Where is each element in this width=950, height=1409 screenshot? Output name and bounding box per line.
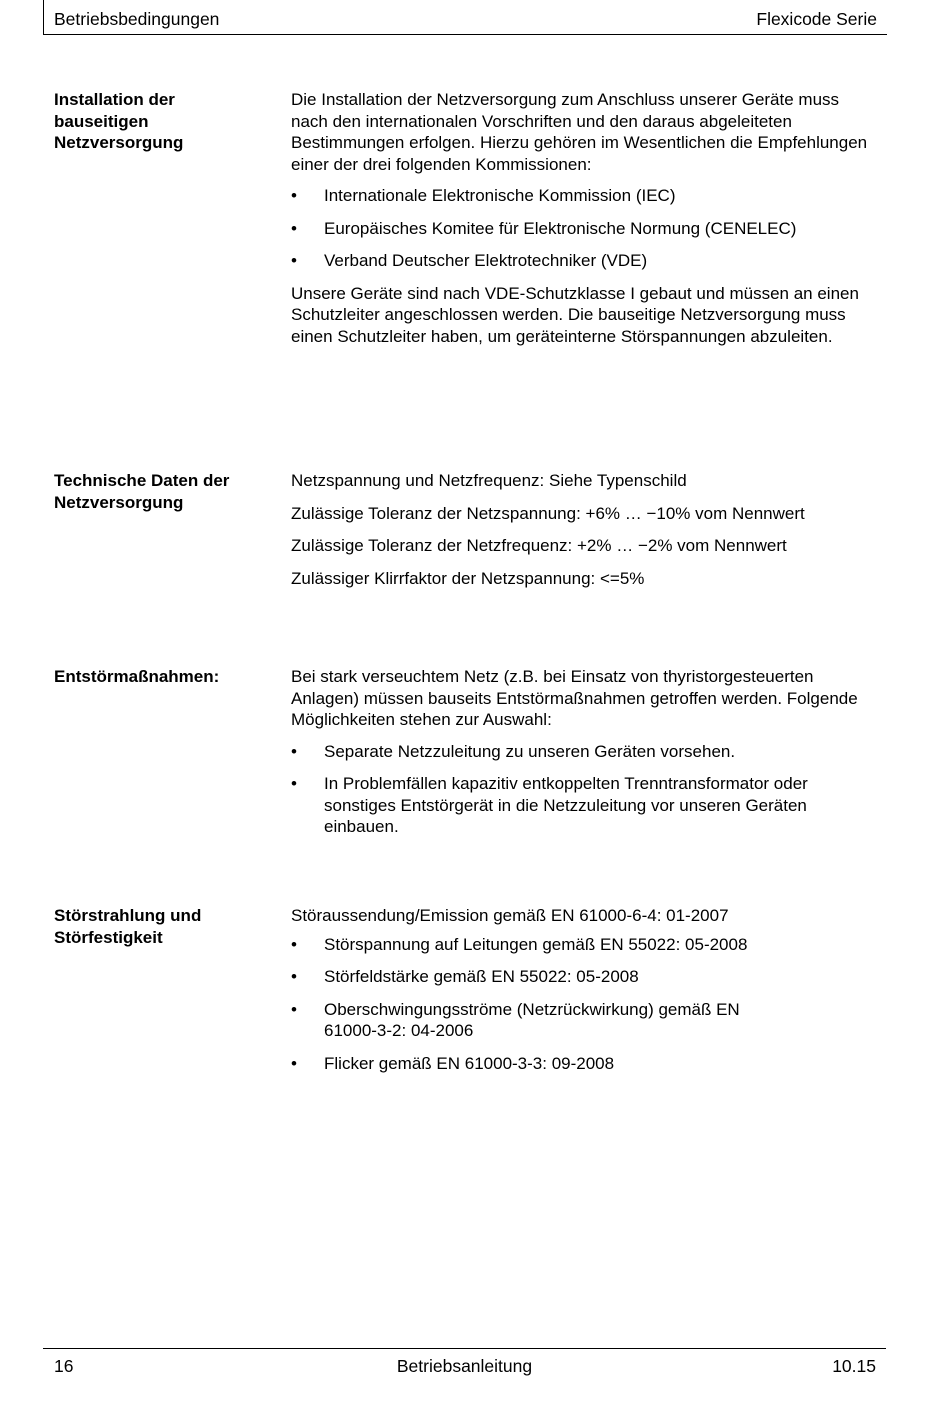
section-body xyxy=(291,905,871,1074)
footer-version: 10.15 xyxy=(832,1356,876,1376)
bullet-icon: • xyxy=(291,251,297,270)
section-intro: Bei stark verseuchtem Netz (z.B. bei Einsatz von thyristorgesteuerten Anlagen) müssen bauseits Entstörmaßnahmen getroffen werden. Folgende Möglichkeiten stehen zur Auswahl: xyxy=(291,667,858,729)
bullet-icon: • xyxy=(291,774,297,793)
bullet-list xyxy=(291,934,871,1075)
list-item xyxy=(291,218,871,240)
spec-line: Zulässige Toleranz der Netzfrequenz: +2% … −2% vom Nennwert xyxy=(291,536,787,555)
list-item xyxy=(291,185,871,207)
list-item-text: Separate Netzzuleitung zu unseren Geräten vorsehen. xyxy=(324,741,736,761)
bullet-icon: • xyxy=(291,1053,297,1073)
list-item xyxy=(291,773,871,838)
bullet-list xyxy=(291,741,871,838)
section-body xyxy=(291,89,871,347)
bullet-icon: • xyxy=(291,741,297,761)
list-item-text: In Problemfällen kapazitiv entkoppelten Trenntransformator oder sonstiges Entstörgerät in die Netzzuleitung vor unseren Geräten einbauen. xyxy=(324,774,808,836)
footer-document-title: Betriebsanleitung xyxy=(396,1356,533,1376)
bullet-icon: • xyxy=(291,186,297,205)
list-item-text: Europäisches Komitee für Elektronische Normung (CENELEC) xyxy=(324,218,797,238)
bullet-icon: • xyxy=(291,934,297,954)
list-item xyxy=(291,741,871,763)
spec-line: Zulässige Toleranz der Netzspannung: +6% … −10% vom Nennwert xyxy=(291,503,805,523)
bullet-icon: • xyxy=(291,967,297,986)
spec-line: Netzspannung und Netzfrequenz: Siehe Typenschild xyxy=(291,471,687,490)
header-product-series: Flexicode Serie xyxy=(756,9,877,29)
list-item xyxy=(291,1053,871,1075)
section-title: Entstörmaßnahmen: xyxy=(54,667,220,686)
bullet-icon: • xyxy=(291,218,297,238)
page-number: 16 xyxy=(54,1356,74,1376)
bullet-list xyxy=(291,185,871,272)
section-title: Störstrahlung und Störfestigkeit xyxy=(54,906,202,947)
section-title: Technische Daten der Netzversorgung xyxy=(54,471,230,512)
header-chapter-title: Betriebsbedingungen xyxy=(54,9,220,29)
list-item-text: Flicker gemäß EN 61000-3-3: 09-2008 xyxy=(324,1053,615,1073)
list-item-text: Störspannung auf Leitungen gemäß EN 55022: 05-2008 xyxy=(324,934,748,954)
section-body xyxy=(291,470,871,600)
page-header xyxy=(43,0,887,35)
bullet-icon: • xyxy=(291,999,297,1019)
list-item xyxy=(291,250,871,272)
list-item xyxy=(291,999,871,1042)
section-title: Installation der bauseitigen Netzversorgung xyxy=(54,90,184,152)
list-item-text: Verband Deutscher Elektrotechniker (VDE) xyxy=(324,251,648,270)
list-item-text: Störfeldstärke gemäß EN 55022: 05-2008 xyxy=(324,967,639,986)
list-item-text: Internationale Elektronische Kommission (IEC) xyxy=(324,186,676,205)
page-footer xyxy=(43,1348,886,1389)
list-item xyxy=(291,934,871,956)
spec-line: Zulässiger Klirrfaktor der Netzspannung: <=5% xyxy=(291,568,645,588)
section-body xyxy=(291,666,871,838)
section-intro: Die Installation der Netzversorgung zum Anschluss unserer Geräte muss nach den internationalen Vorschriften und den daraus abgeleiteten Bestimmungen erfolgen. Hierzu gehören im Wesentlichen die Empfehlungen einer der drei folgenden Kommissionen: xyxy=(291,90,868,174)
list-item xyxy=(291,966,871,988)
section-outro: Unsere Geräte sind nach VDE-Schutzklasse I gebaut und müssen an einen Schutzleiter angeschlossen werden. Die bauseitige Netzversorgung muss einen Schutzleiter haben, um geräteinterne Störspannungen abzuleiten. xyxy=(291,283,859,346)
section-intro: Störaussendung/Emission gemäß EN 61000-6-4: 01-2007 xyxy=(291,906,729,925)
list-item-text: Oberschwingungsströme (Netzrückwirkung) gemäß EN 61000-3-2: 04-2006 xyxy=(324,999,740,1040)
